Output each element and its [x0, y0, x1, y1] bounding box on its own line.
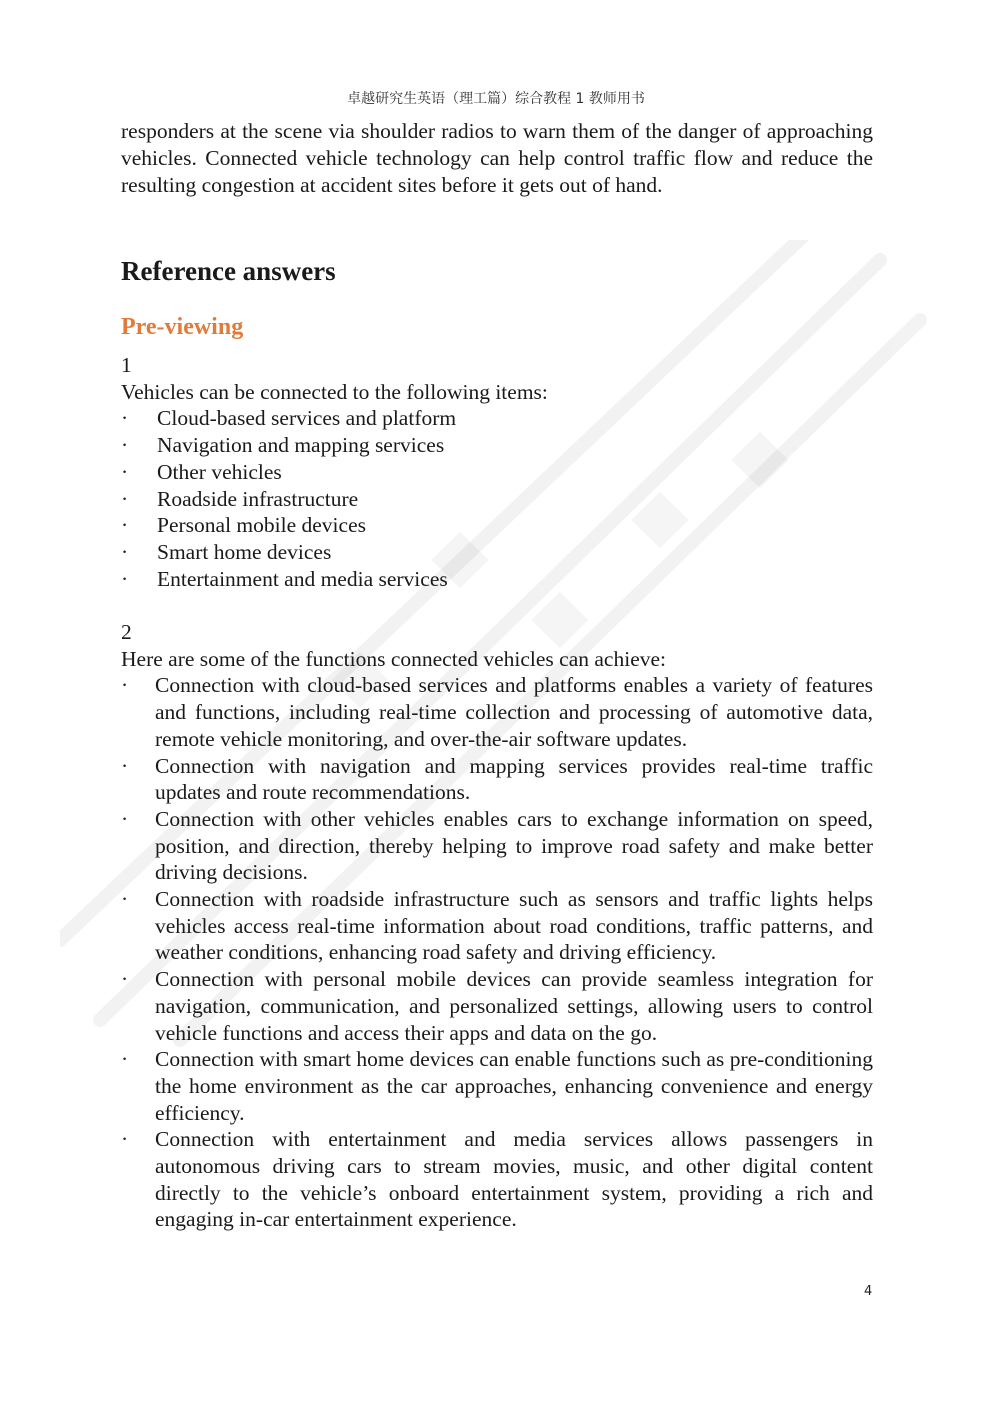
- list-item: · Connection with entertainment and media services allows passengers in autonomous driving cars to stream movies, music, and other digital content directly to the vehicle’s onboard entertainment system, providing a rich and engaging in-car entertainment experience.: [121, 1127, 873, 1232]
- bullet-icon: ·: [121, 967, 129, 992]
- bullet-icon: ·: [121, 433, 129, 458]
- bullet-icon: ·: [121, 806, 129, 831]
- bullet-icon: ·: [121, 566, 129, 591]
- list-item: · Connection with personal mobile devices can provide seamless integration for navigation, communication, and personalized settings, allowing users to control vehicle functions and access their apps and data on the go.: [121, 967, 873, 1045]
- list-item: · Roadside infrastructure: [121, 486, 359, 511]
- list-item: · Entertainment and media services: [121, 566, 448, 591]
- question-lead: Vehicles can be connected to the following items:: [121, 379, 548, 404]
- running-header: 卓越研究生英语（理工篇）综合教程 1 教师用书: [347, 91, 645, 107]
- page-content: [121, 118, 873, 1232]
- list-item: · Navigation and mapping services: [121, 433, 445, 458]
- section-title: Reference answers: [121, 256, 336, 286]
- question-number: 2: [121, 620, 132, 644]
- question-lead: Here are some of the functions connected vehicles can achieve:: [121, 646, 667, 671]
- bullet-icon: ·: [121, 539, 129, 564]
- subsection-title: Pre-viewing: [121, 314, 244, 340]
- list-item: · Connection with smart home devices can enable functions such as pre-conditioning the home environment as the car approaches, enhancing convenience and energy efficiency.: [121, 1047, 873, 1125]
- question-number: 1: [121, 353, 132, 377]
- bullet-icon: ·: [121, 887, 129, 912]
- bullet-icon: ·: [121, 673, 129, 698]
- page-number: 4: [864, 1284, 873, 1299]
- bullet-icon: ·: [121, 486, 129, 511]
- list-item: · Personal mobile devices: [121, 513, 366, 538]
- question-2: [121, 619, 873, 1233]
- bullet-icon: ·: [121, 406, 129, 431]
- bullet-icon: ·: [121, 1127, 129, 1152]
- list-item: · Cloud-based services and platform: [121, 406, 457, 431]
- bullet-icon: ·: [121, 513, 129, 538]
- list-item: · Smart home devices: [121, 539, 332, 564]
- list-item: · Connection with cloud-based services and platforms enables a variety of features and functions, including real-time collection and processing of automotive data, remote vehicle monitoring, and over-the-air software updates.: [121, 673, 873, 751]
- list-item: · Connection with other vehicles enables cars to exchange information on speed, position, and direction, thereby helping to improve road safety and make better driving decisions.: [121, 806, 873, 885]
- question-1: [121, 352, 873, 592]
- list-item: · Other vehicles: [121, 459, 282, 484]
- bullet-icon: ·: [121, 459, 129, 484]
- function-list: [121, 672, 873, 1233]
- bullet-icon: ·: [121, 1047, 129, 1072]
- intro-paragraph: responders at the scene via shoulder radios to warn them of the danger of approaching vehicles. Connected vehicle technology can help control traffic flow and reduce the resulting congestion at accident sites before it gets out of hand.: [121, 119, 873, 197]
- list-item: · Connection with navigation and mapping services provides real-time traffic updates and route recommendations.: [121, 753, 873, 805]
- connection-list: [121, 405, 873, 592]
- bullet-icon: ·: [121, 753, 129, 778]
- list-item: · Connection with roadside infrastructure such as sensors and traffic lights helps vehicles access real-time information about road conditions, traffic patterns, and weather conditions, enhancing road safety and driving efficiency.: [121, 887, 873, 965]
